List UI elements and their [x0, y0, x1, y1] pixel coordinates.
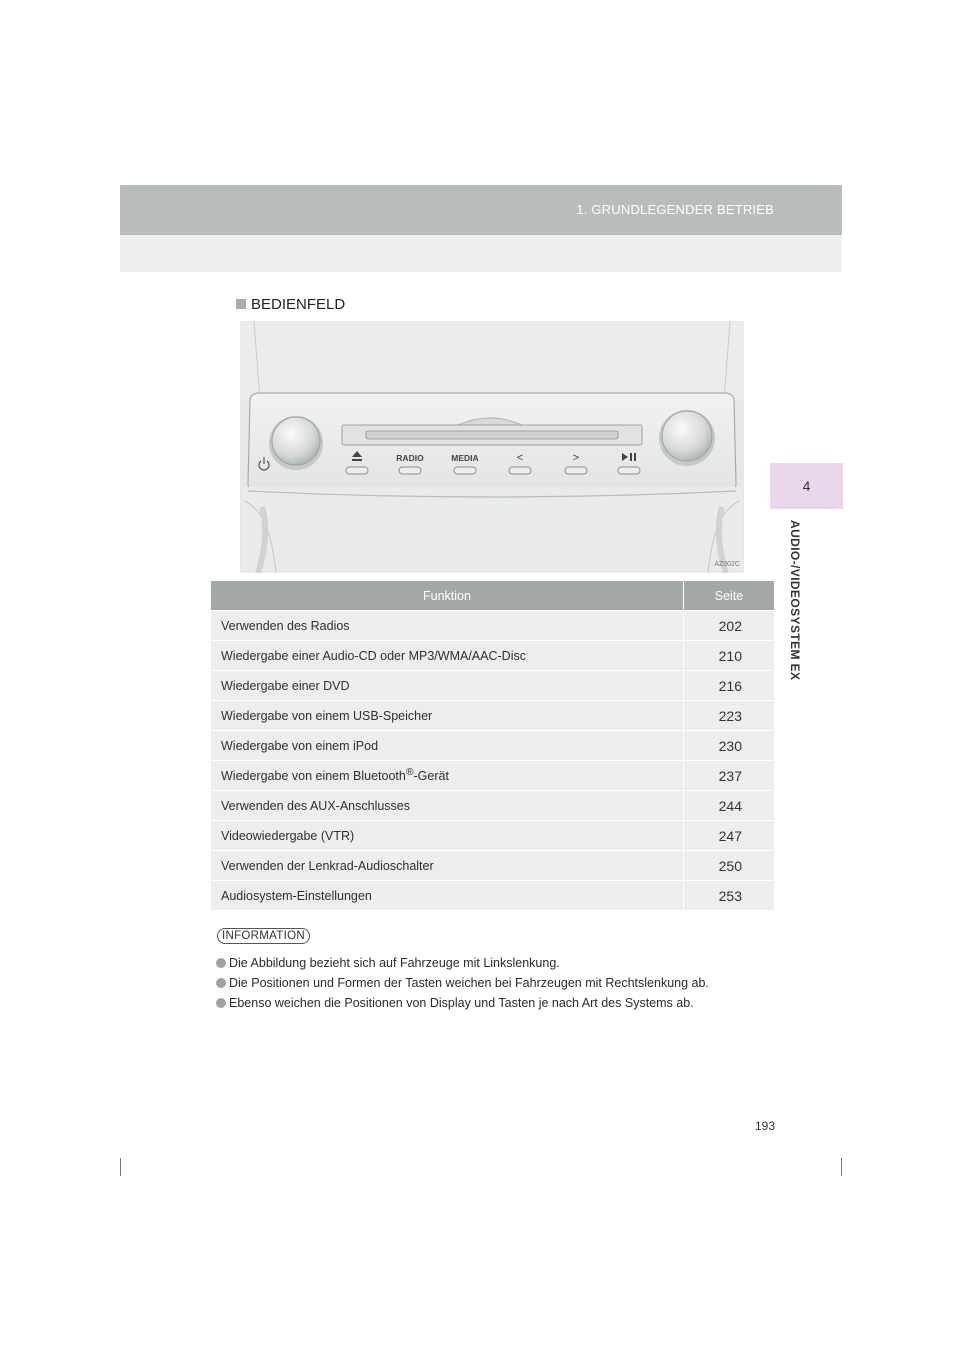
row-page: 247	[684, 821, 775, 851]
table-row	[211, 881, 774, 911]
list-item	[216, 953, 709, 973]
row-page: 210	[684, 641, 775, 671]
registered-mark: ®	[405, 767, 414, 779]
row-page: 216	[684, 671, 775, 701]
row-function: Wiedergabe einer DVD	[211, 671, 684, 701]
media-label: MEDIA	[451, 453, 479, 463]
section-heading	[236, 296, 345, 313]
figure-code: AZ002C	[714, 561, 740, 568]
row-page: 237	[684, 761, 775, 791]
row-function: Verwenden der Lenkrad-Audioschalter	[211, 851, 684, 881]
table-header-row	[211, 581, 774, 611]
radio-label: RADIO	[396, 453, 424, 463]
control-panel-illustration	[240, 321, 744, 573]
chapter-title: AUDIO-/VIDEOSYSTEM EX	[788, 520, 802, 681]
next-label: >	[572, 452, 580, 464]
row-function: Audiosystem-Einstellungen	[211, 881, 684, 911]
header-title: 1. GRUNDLEGENDER BETRIEB	[576, 202, 774, 217]
list-item	[216, 993, 709, 1013]
table-row	[211, 761, 774, 791]
function-table	[211, 581, 774, 910]
row-function: Wiedergabe von einem USB-Speicher	[211, 701, 684, 731]
page-header	[120, 185, 842, 235]
row-page: 253	[684, 881, 775, 911]
header-function: Funktion	[211, 581, 684, 611]
page-number: 193	[755, 1119, 776, 1133]
crop-mark	[120, 1158, 121, 1176]
bullet-icon	[216, 958, 226, 968]
square-bullet-icon	[236, 299, 246, 309]
row-function: Verwenden des Radios	[211, 611, 684, 641]
info-text: Die Abbildung bezieht sich auf Fahrzeuge mit Linkslenkung.	[229, 956, 560, 970]
header-subband	[120, 235, 842, 272]
table-row	[211, 851, 774, 881]
table-row	[211, 671, 774, 701]
information-badge: INFORMATION	[217, 928, 310, 944]
table-row	[211, 821, 774, 851]
row-page: 250	[684, 851, 775, 881]
list-item	[216, 973, 709, 993]
table-row	[211, 791, 774, 821]
bullet-icon	[216, 978, 226, 988]
row-function: Wiedergabe einer Audio-CD oder MP3/WMA/AAC-Disc	[211, 641, 684, 671]
control-panel-drawing	[240, 321, 744, 573]
table-row	[211, 611, 774, 641]
bullet-icon	[216, 998, 226, 1008]
info-text: Die Positionen und Formen der Tasten weichen bei Fahrzeugen mit Rechtslenkung ab.	[229, 976, 709, 990]
information-list	[216, 953, 709, 1013]
section-heading-text: BEDIENFELD	[251, 296, 346, 313]
table-row	[211, 701, 774, 731]
row-page: 244	[684, 791, 775, 821]
row-page: 230	[684, 731, 775, 761]
previous-label: <	[516, 452, 524, 464]
chapter-number: 4	[802, 478, 811, 494]
table-row	[211, 731, 774, 761]
chapter-tab	[770, 463, 843, 509]
info-text: Ebenso weichen die Positionen von Display und Tasten je nach Art des Systems ab.	[229, 996, 694, 1010]
row-page: 202	[684, 611, 775, 641]
header-page: Seite	[684, 581, 775, 611]
row-function: Verwenden des AUX-Anschlusses	[211, 791, 684, 821]
row-function: Wiedergabe von einem Bluetooth®-Gerät	[211, 761, 684, 791]
crop-mark	[841, 1158, 842, 1176]
row-function: Wiedergabe von einem iPod	[211, 731, 684, 761]
row-function: Videowiedergabe (VTR)	[211, 821, 684, 851]
table-row	[211, 641, 774, 671]
row-page: 223	[684, 701, 775, 731]
